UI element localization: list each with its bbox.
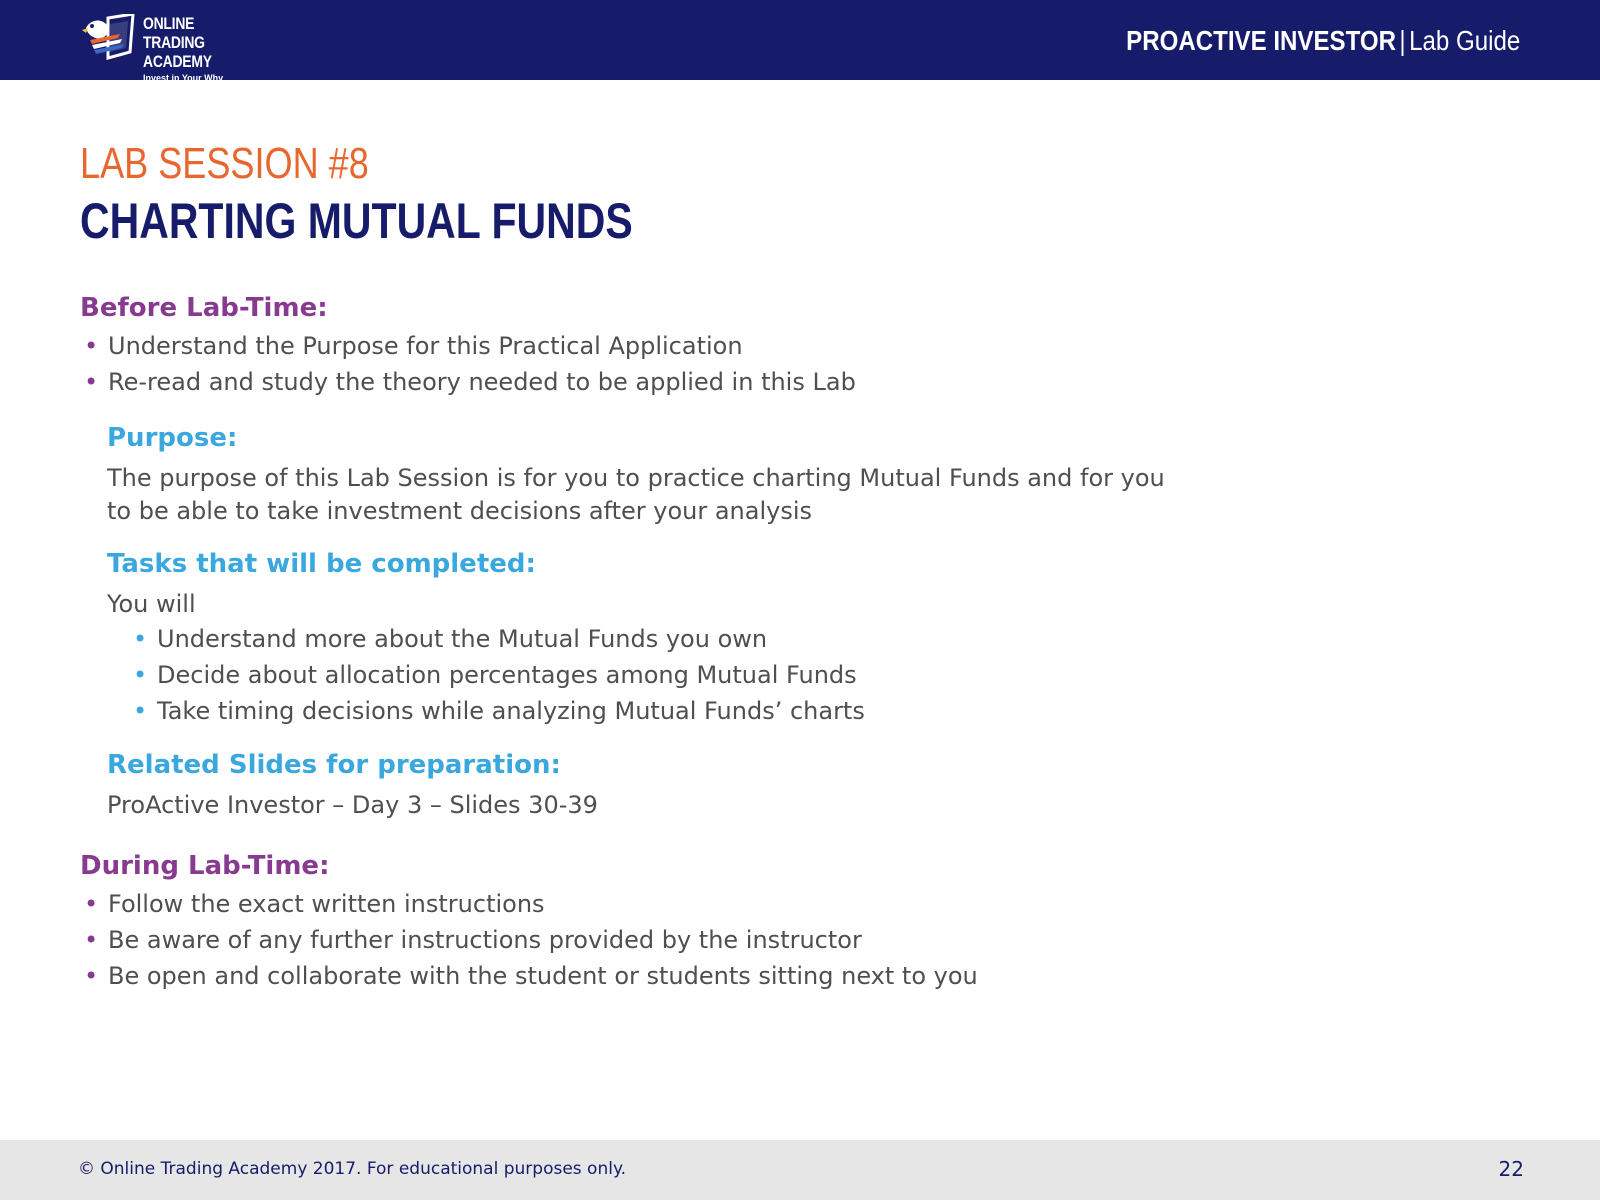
list-item: • Understand the Purpose for this Practical Application <box>80 328 1520 364</box>
list-item: • Take timing decisions while analyzing Mutual Funds’ charts <box>129 693 1520 729</box>
guide-name: Lab Guide <box>1408 25 1520 56</box>
purpose-heading: Purpose: <box>107 423 238 453</box>
during-lab-list <box>80 886 1520 994</box>
tasks-intro: You will <box>107 590 196 618</box>
session-label: LAB SESSION #8 <box>80 139 369 188</box>
list-item: • Follow the exact written instructions <box>80 886 1520 922</box>
list-item: • Decide about allocation percentages among Mutual Funds <box>129 657 1520 693</box>
product-name: PROACTIVE INVESTOR <box>1125 25 1396 56</box>
eagle-logo-icon <box>80 14 136 60</box>
header-separator: | <box>1399 25 1406 56</box>
logo-tagline: Invest in Your Why <box>143 73 224 83</box>
page-footer <box>0 1140 1600 1200</box>
main-content <box>80 138 1520 994</box>
purpose-text: The purpose of this Lab Session is for you to practice charting Mutual Funds and for you to be able to take investment decisions after your analysis <box>107 464 1165 525</box>
page-title: CHARTING MUTUAL FUNDS <box>80 193 633 249</box>
page-header <box>0 0 1600 83</box>
list-item: • Understand more about the Mutual Funds you own <box>129 621 1520 657</box>
tasks-list <box>129 621 1520 729</box>
company-logo <box>80 12 250 83</box>
logo-line-1: ONLINE TRADING <box>143 14 205 52</box>
slides-text: ProActive Investor – Day 3 – Slides 30-39 <box>107 791 598 819</box>
list-item: • Re-read and study the theory needed to be applied in this Lab <box>80 364 1520 400</box>
before-lab-heading: Before Lab-Time: <box>80 293 328 323</box>
tasks-heading: Tasks that will be completed: <box>107 549 536 579</box>
during-lab-heading: During Lab-Time: <box>80 851 330 881</box>
logo-line-2: ACADEMY <box>143 52 212 71</box>
list-item: • Be aware of any further instructions provided by the instructor <box>80 922 1520 958</box>
copyright-text: © Online Trading Academy 2017. For educational purposes only. <box>78 1159 626 1179</box>
page-number: 22 <box>1498 1157 1524 1181</box>
slides-heading: Related Slides for preparation: <box>107 750 561 780</box>
list-item: • Be open and collaborate with the student or students sitting next to you <box>80 958 1520 994</box>
before-lab-list <box>80 328 1520 400</box>
header-title <box>1126 24 1520 58</box>
